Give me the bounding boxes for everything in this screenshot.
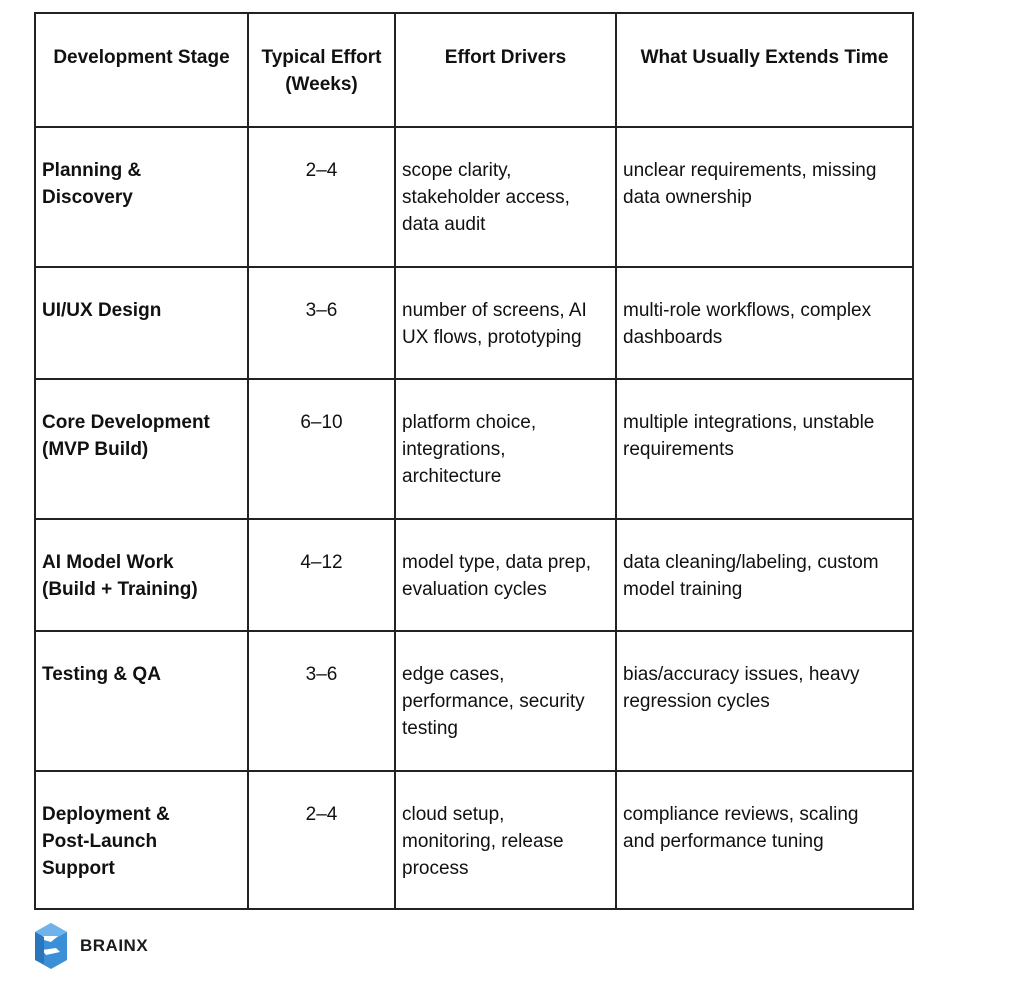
table-row xyxy=(35,127,913,267)
drivers-cell: model type, data prep, evaluation cycles xyxy=(395,519,616,631)
extends-cell: unclear requirements, missing data ownership xyxy=(616,127,913,267)
extends-cell: multiple integrations, unstable requirements xyxy=(616,379,913,519)
drivers-cell: cloud setup, monitoring, release process xyxy=(395,771,616,909)
header-typical-effort: Typical Effort (Weeks) xyxy=(248,13,395,127)
table-row xyxy=(35,267,913,379)
effort-cell: 2–4 xyxy=(248,771,395,909)
table-row xyxy=(35,771,913,909)
effort-cell: 3–6 xyxy=(248,267,395,379)
extends-cell: bias/accuracy issues, heavy regression cycles xyxy=(616,631,913,771)
extends-cell: multi-role workflows, complex dashboards xyxy=(616,267,913,379)
brainx-logo xyxy=(34,922,148,970)
development-timeline-table xyxy=(34,12,914,910)
header-what-extends-time: What Usually Extends Time xyxy=(616,13,913,127)
drivers-cell: edge cases, performance, security testing xyxy=(395,631,616,771)
effort-cell: 2–4 xyxy=(248,127,395,267)
stage-cell: Core Development (MVP Build) xyxy=(35,379,248,519)
table-header-row xyxy=(35,13,913,127)
effort-cell: 6–10 xyxy=(248,379,395,519)
stage-cell: Planning & Discovery xyxy=(35,127,248,267)
table-row xyxy=(35,519,913,631)
stage-cell: Deployment & Post-Launch Support xyxy=(35,771,248,909)
stage-cell: AI Model Work (Build + Training) xyxy=(35,519,248,631)
brainx-logo-text: BRAINX xyxy=(80,936,149,955)
table-row xyxy=(35,631,913,771)
drivers-cell: number of screens, AI UX flows, prototyping xyxy=(395,267,616,379)
table-row xyxy=(35,379,913,519)
effort-cell: 3–6 xyxy=(248,631,395,771)
stage-cell: Testing & QA xyxy=(35,631,248,771)
drivers-cell: scope clarity, stakeholder access, data audit xyxy=(395,127,616,267)
extends-cell: compliance reviews, scaling and performance tuning xyxy=(616,771,913,909)
extends-cell: data cleaning/labeling, custom model training xyxy=(616,519,913,631)
drivers-cell: platform choice, integrations, architecture xyxy=(395,379,616,519)
header-development-stage: Development Stage xyxy=(35,13,248,127)
stage-cell: UI/UX Design xyxy=(35,267,248,379)
header-effort-drivers: Effort Drivers xyxy=(395,13,616,127)
effort-cell: 4–12 xyxy=(248,519,395,631)
brainx-logo-icon xyxy=(34,922,68,970)
